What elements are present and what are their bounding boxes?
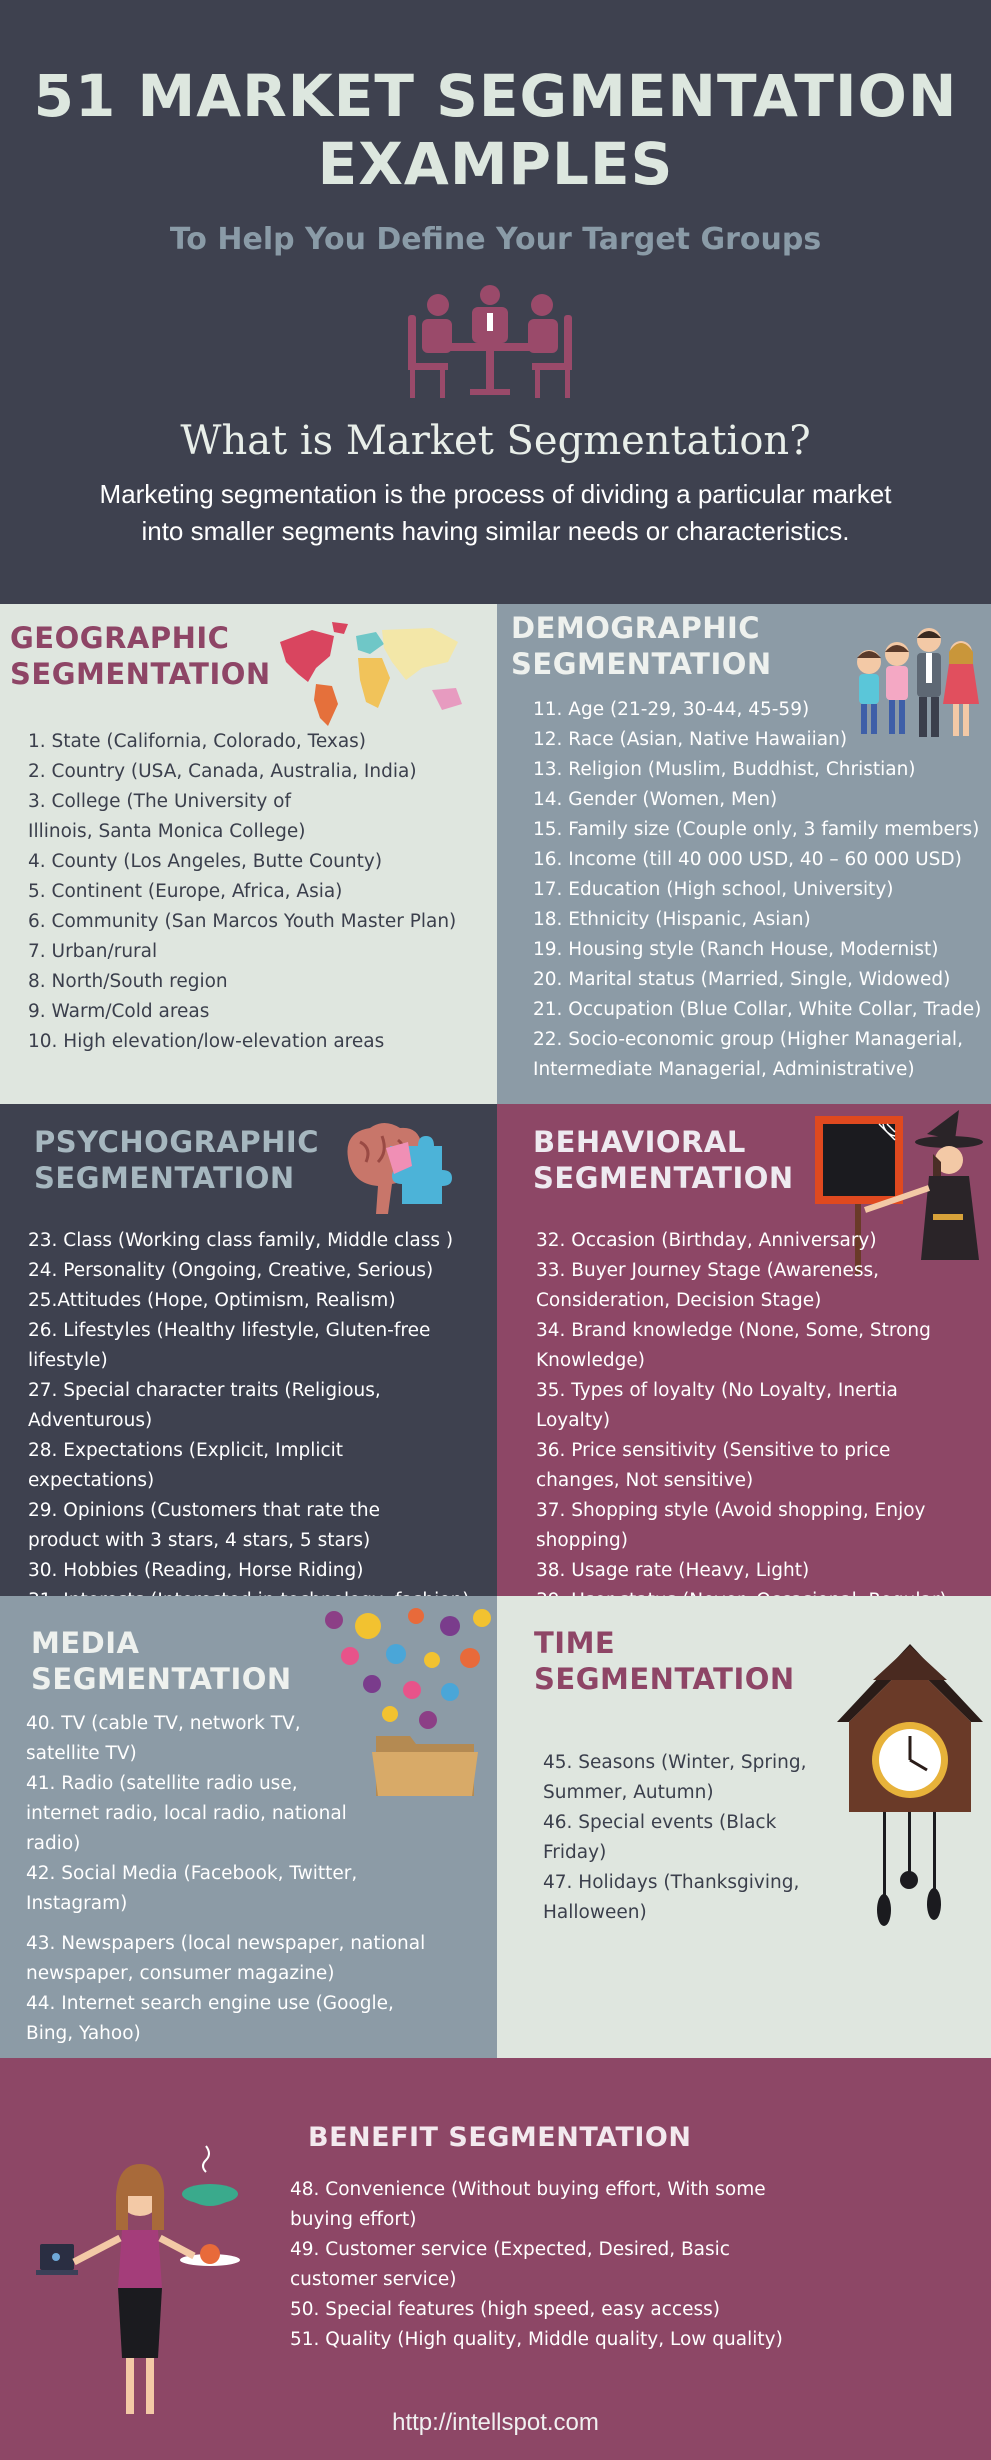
list-item: 18. Ethnicity (Hispanic, Asian): [533, 909, 811, 930]
list-item: 7. Urban/rural: [28, 941, 158, 962]
geographic-panel: [0, 604, 497, 1104]
list-item: 21. Occupation (Blue Collar, White Collar, Trade): [533, 999, 982, 1020]
time-panel: [497, 1596, 991, 2058]
list-item: 22. Socio-economic group (Higher Managerial, Intermediate Managerial, Administrative): [533, 1029, 963, 1080]
psychographic-list: [28, 1226, 468, 1616]
list-item: 2. Country (USA, Canada, Australia, India): [28, 761, 417, 782]
list-item: 47. Holidays (Thanksgiving, Halloween): [543, 1872, 800, 1923]
list-item: 19. Housing style (Ranch House, Modernist): [533, 939, 939, 960]
demographic-list: [533, 695, 988, 1085]
time-list: [543, 1748, 813, 1928]
list-item: 13. Religion (Muslim, Buddhist, Christian): [533, 759, 916, 780]
list-item: 48. Convenience (Without buying effort, With some buying effort): [290, 2179, 766, 2230]
meeting-icon: [400, 285, 580, 405]
list-item: 27. Special character traits (Religious, Adventurous): [28, 1380, 381, 1431]
list-item: 44. Internet search engine use (Google, Bing, Yahoo): [26, 1993, 394, 2044]
media-list: [26, 1709, 426, 2049]
definition-text: Marketing segmentation is the process of dividing a particular market into smaller segments having similar needs or characteristics.: [99, 479, 892, 546]
psychographic-title: PSYCHOGRAPHIC SEGMENTATION: [34, 1125, 319, 1195]
world-map-icon: [272, 622, 472, 732]
list-item: 34. Brand knowledge (None, Some, Strong Knowledge): [536, 1320, 931, 1371]
time-title: TIME SEGMENTATION: [534, 1626, 795, 1696]
list-item: 17. Education (High school, University): [533, 879, 894, 900]
geographic-list: [28, 727, 488, 1057]
list-item: 20. Marital status (Married, Single, Widowed): [533, 969, 951, 990]
list-item: 12. Race (Asian, Native Hawaiian): [533, 729, 848, 750]
what-is-heading: What is Market Segmentation?: [180, 418, 811, 464]
list-item: 45. Seasons (Winter, Spring, Summer, Autumn): [543, 1752, 807, 1803]
geographic-title: GEOGRAPHIC SEGMENTATION: [10, 621, 271, 691]
list-item: 40. TV (cable TV, network TV, satellite TV): [26, 1713, 301, 1764]
list-item: 42. Social Media (Facebook, Twitter, Instagram): [26, 1863, 358, 1914]
list-item: 10. High elevation/low-elevation areas: [28, 1031, 385, 1052]
list-item: 37. Shopping style (Avoid shopping, Enjoy shopping): [536, 1500, 926, 1551]
list-item: 30. Hobbies (Reading, Horse Riding): [28, 1560, 364, 1581]
list-item: 49. Customer service (Expected, Desired, Basic customer service): [290, 2239, 730, 2290]
list-item: 8. North/South region: [28, 971, 228, 992]
list-item: 29. Opinions (Customers that rate the product with 3 stars, 4 stars, 5 stars): [28, 1500, 381, 1551]
media-panel: [0, 1596, 497, 2058]
benefit-panel: [0, 2058, 991, 2460]
list-item: 28. Expectations (Explicit, Implicit expectations): [28, 1440, 344, 1491]
list-item: 25.Attitudes (Hope, Optimism, Realism): [28, 1290, 396, 1311]
list-item: 43. Newspapers (local newspaper, national newspaper, consumer magazine): [26, 1933, 426, 1984]
demographic-panel: [497, 604, 991, 1104]
header: [0, 0, 991, 604]
list-item: 26. Lifestyles (Healthy lifestyle, Gluten-free lifestyle): [28, 1320, 431, 1371]
demographic-title: DEMOGRAPHIC SEGMENTATION: [511, 611, 772, 681]
behavioral-list: [536, 1226, 976, 1616]
list-item: 35. Types of loyalty (No Loyalty, Inertia Loyalty): [536, 1380, 898, 1431]
list-item: 14. Gender (Women, Men): [533, 789, 778, 810]
psychographic-panel: [0, 1104, 497, 1596]
list-item: 38. Usage rate (Heavy, Light): [536, 1560, 810, 1581]
brain-puzzle-icon: [338, 1118, 456, 1218]
list-item: 4. County (Los Angeles, Butte County): [28, 851, 383, 872]
list-item: 6. Community (San Marcos Youth Master Plan): [28, 911, 457, 932]
page-title: 51 MARKET SEGMENTATION EXAMPLES: [33, 62, 958, 198]
media-title: MEDIA SEGMENTATION: [31, 1626, 292, 1696]
behavioral-title: BEHAVIORAL SEGMENTATION: [533, 1125, 794, 1195]
list-item: 46. Special events (Black Friday): [543, 1812, 777, 1863]
list-item: 15. Family size (Couple only, 3 family members): [533, 819, 980, 840]
list-item: 33. Buyer Journey Stage (Awareness, Consideration, Decision Stage): [536, 1260, 880, 1311]
cuckoo-clock-icon: [833, 1640, 987, 1930]
list-item: 50. Special features (high speed, easy access): [290, 2299, 720, 2320]
list-item: 16. Income (till 40 000 USD, 40 – 60 000 USD): [533, 849, 962, 870]
behavioral-panel: [497, 1104, 991, 1596]
benefit-title: BENEFIT SEGMENTATION: [308, 2122, 692, 2153]
list-item: 11. Age (21-29, 30-44, 45-59): [533, 699, 810, 720]
list-item: 9. Warm/Cold areas: [28, 1001, 210, 1022]
list-item: 23. Class (Working class family, Middle class ): [28, 1230, 454, 1251]
list-item: 3. College (The University of Illinois, Santa Monica College): [28, 791, 306, 842]
benefit-list: [290, 2175, 810, 2355]
list-item: 51. Quality (High quality, Middle quality, Low quality): [290, 2329, 783, 2350]
list-item: 41. Radio (satellite radio use, internet radio, local radio, national radio): [26, 1773, 347, 1854]
list-item: 1. State (California, Colorado, Texas): [28, 731, 367, 752]
footer-url[interactable]: http://intellspot.com: [392, 2409, 599, 2436]
list-item: 5. Continent (Europe, Africa, Asia): [28, 881, 343, 902]
list-item: 24. Personality (Ongoing, Creative, Serious): [28, 1260, 434, 1281]
page-subtitle: To Help You Define Your Target Groups: [169, 222, 822, 257]
list-item: 36. Price sensitivity (Sensitive to price changes, Not sensitive): [536, 1440, 891, 1491]
woman-juggling-icon: [34, 2138, 244, 2428]
list-item: 32. Occasion (Birthday, Anniversary): [536, 1230, 877, 1251]
